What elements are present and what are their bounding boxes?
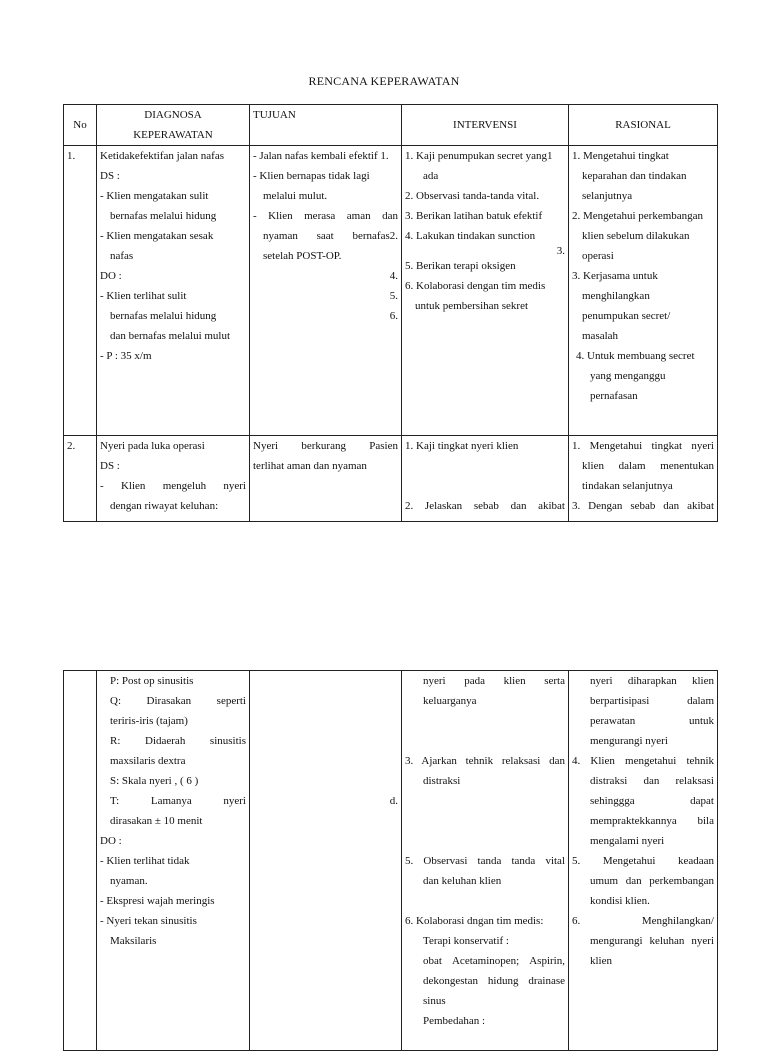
cell-line: - Klien terlihat tidak bbox=[100, 855, 190, 867]
cell-line: T: Lamanya nyeri bbox=[110, 795, 246, 807]
table-row bbox=[64, 436, 718, 522]
cell-line: mengurangi keluhan nyeri bbox=[590, 935, 714, 947]
spacer bbox=[253, 731, 398, 751]
tujuan-cell bbox=[250, 146, 402, 436]
table-row bbox=[64, 146, 718, 436]
cell-line: dirasakan ± 10 menit bbox=[110, 815, 203, 827]
cell-line: nyaman saat bernafas2. bbox=[263, 230, 398, 242]
cell-line: 1. Mengetahui tingkat bbox=[572, 150, 669, 162]
header-diagnosa-line: KEPERAWATAN bbox=[133, 129, 213, 141]
header-diagnosa-line: DIAGNOSA bbox=[144, 109, 202, 121]
cell-line: - P : 35 x/m bbox=[100, 350, 152, 362]
intervensi-cell bbox=[402, 671, 569, 1051]
nursing-care-plan-table-continued bbox=[63, 670, 718, 1051]
spacer bbox=[405, 456, 565, 476]
spacer bbox=[405, 476, 565, 496]
cell-line: 4. Untuk membuang secret bbox=[576, 350, 695, 362]
cell-line: keluarganya bbox=[423, 695, 477, 707]
cell-line: - Nyeri tekan sinusitis bbox=[100, 915, 197, 927]
cell-line: terlihat aman dan nyaman bbox=[253, 460, 367, 472]
cell-line: DS : bbox=[100, 460, 120, 472]
cell-line: nyeri diharapkan klien bbox=[590, 675, 714, 687]
cell-line: - Klien terlihat sulit bbox=[100, 290, 187, 302]
cell-line: untuk pembersihan sekret bbox=[415, 300, 529, 312]
cell-line: penumpukan secret/ bbox=[582, 310, 671, 322]
header-intervensi: INTERVENSI bbox=[402, 105, 569, 146]
spacer bbox=[253, 751, 398, 771]
cell-line: - Klien merasa aman dan bbox=[253, 210, 398, 222]
cell-line: sehinggga dapat bbox=[590, 795, 714, 807]
cell-line: 4. Lakukan tindakan sunction bbox=[405, 230, 536, 242]
spacer bbox=[253, 711, 398, 731]
cell-line: 6. bbox=[389, 310, 398, 322]
cell-line: 3. Dengan sebab dan akibat bbox=[572, 500, 714, 512]
intervensi-cell bbox=[402, 146, 569, 436]
cell-line: operasi bbox=[582, 250, 614, 262]
cell-line: Nyeri berkurang Pasien bbox=[253, 440, 398, 452]
cell-line: distraksi bbox=[423, 775, 461, 787]
spacer bbox=[253, 771, 398, 791]
cell-line: Maksilaris bbox=[110, 935, 157, 947]
page-title: RENCANA KEPERAWATAN bbox=[308, 74, 460, 88]
cell-line: Ketidakefektifan jalan nafas bbox=[100, 150, 224, 162]
cell-line: - Jalan nafas kembali efektif 1. bbox=[253, 150, 389, 162]
cell-line: - Klien mengatakan sulit bbox=[100, 190, 209, 202]
cell-line: bernafas melalui hidung bbox=[110, 210, 217, 222]
cell-line: 2. Observasi tanda-tanda vital. bbox=[405, 190, 540, 202]
cell-line: nyaman. bbox=[110, 875, 148, 887]
cell-line: S: Skala nyeri , ( 6 ) bbox=[110, 775, 199, 787]
cell-line: setelah POST-OP. bbox=[263, 250, 342, 262]
row-number bbox=[64, 671, 97, 1051]
cell-line: masalah bbox=[582, 330, 619, 342]
cell-line: 5. Observasi tanda tanda vital bbox=[405, 855, 565, 867]
diagnosa-cell bbox=[97, 671, 250, 1051]
cell-line: berpartisipasi dalam bbox=[590, 695, 714, 707]
cell-line: 2. Jelaskan sebab dan akibat bbox=[405, 500, 565, 512]
cell-line: 4. Klien mengetahui tehnik bbox=[572, 755, 714, 767]
cell-line: 2. Mengetahui perkembangan bbox=[572, 210, 704, 222]
spacer bbox=[405, 791, 565, 811]
cell-line: mengurangi nyeri bbox=[590, 735, 668, 747]
cell-line: 6. Kolaborasi dengan tim medis bbox=[405, 280, 546, 292]
cell-line: Q: Dirasakan seperti bbox=[110, 695, 246, 707]
cell-line: - Klien mengatakan sesak bbox=[100, 230, 214, 242]
cell-line: 1. Mengetahui tingkat nyeri bbox=[572, 440, 714, 452]
cell-line: DS : bbox=[100, 170, 120, 182]
intervensi-cell bbox=[402, 436, 569, 522]
header-diagnosa bbox=[97, 105, 250, 146]
cell-line: mempraktekkannya bila bbox=[590, 815, 714, 827]
cell-line: maxsilaris dextra bbox=[110, 755, 186, 767]
cell-line: yang menganggu bbox=[590, 370, 666, 382]
cell-line: obat Acetaminopen; Aspirin, bbox=[423, 955, 565, 967]
cell-line: ada bbox=[423, 170, 439, 182]
cell-line: keparahan dan tindakan bbox=[582, 170, 687, 182]
cell-line: R: Didaerah sinusitis bbox=[110, 735, 246, 747]
cell-line: 4. bbox=[389, 270, 398, 282]
cell-line: d. bbox=[389, 795, 398, 807]
cell-line: 3. Ajarkan tehnik relaksasi dan bbox=[405, 755, 565, 767]
cell-line: selanjutnya bbox=[582, 190, 633, 202]
cell-line: DO : bbox=[100, 835, 122, 847]
header-rasional: RASIONAL bbox=[569, 105, 718, 146]
row-number: 1. bbox=[64, 146, 97, 436]
cell-line: - Klien bernapas tidak lagi bbox=[253, 170, 370, 182]
cell-line: P: Post op sinusitis bbox=[110, 675, 194, 687]
cell-line: mengalami nyeri bbox=[590, 835, 665, 847]
tujuan-cell bbox=[250, 436, 402, 522]
cell-line: Terapi konservatif : bbox=[423, 935, 509, 947]
cell-line: - Ekspresi wajah meringis bbox=[100, 895, 215, 907]
table-header-row bbox=[64, 105, 718, 146]
table-row bbox=[64, 671, 718, 1051]
cell-line: perawatan untuk bbox=[590, 715, 714, 727]
cell-line: 1. Kaji tingkat nyeri klien bbox=[405, 440, 519, 452]
spacer bbox=[405, 891, 565, 911]
cell-line: 6. Kolaborasi dngan tim medis: bbox=[405, 915, 544, 927]
spacer bbox=[405, 711, 565, 731]
cell-line: 3. Kerjasama untuk bbox=[572, 270, 658, 282]
cell-line: dan keluhan klien bbox=[423, 875, 502, 887]
cell-line: melalui mulut. bbox=[263, 190, 328, 202]
cell-line: 3. bbox=[556, 245, 565, 257]
cell-line: - Klien mengeluh nyeri bbox=[100, 480, 246, 492]
nursing-care-plan-table bbox=[63, 104, 718, 522]
cell-line: nyeri pada klien serta bbox=[423, 675, 565, 687]
cell-line: 6. Menghilangkan/ bbox=[572, 915, 714, 927]
diagnosa-cell bbox=[97, 146, 250, 436]
cell-line: Pembedahan : bbox=[423, 1015, 486, 1027]
rasional-cell bbox=[569, 436, 718, 522]
cell-line: klien dalam menentukan bbox=[582, 460, 714, 472]
spacer bbox=[253, 671, 398, 691]
cell-line: klien sebelum dilakukan bbox=[582, 230, 690, 242]
cell-line: kondisi klien. bbox=[590, 895, 650, 907]
cell-line: menghilangkan bbox=[582, 290, 650, 302]
cell-line: klien bbox=[590, 955, 612, 967]
cell-line: bernafas melalui hidung bbox=[110, 310, 217, 322]
cell-line: 5. bbox=[389, 290, 398, 302]
diagnosa-cell bbox=[97, 436, 250, 522]
header-no: No bbox=[64, 105, 97, 146]
cell-line: sinus bbox=[423, 995, 446, 1007]
cell-line: pernafasan bbox=[590, 390, 638, 402]
row-number: 2. bbox=[64, 436, 97, 522]
cell-line: dekongestan hidung drainase bbox=[423, 975, 565, 987]
cell-line: nafas bbox=[110, 250, 134, 262]
cell-line: tindakan selanjutnya bbox=[582, 480, 673, 492]
cell-line: teriris-iris (tajam) bbox=[110, 715, 188, 727]
rasional-cell bbox=[569, 146, 718, 436]
spacer bbox=[405, 831, 565, 851]
spacer bbox=[253, 691, 398, 711]
cell-line: dan bernafas melalui mulut bbox=[110, 330, 231, 342]
tujuan-cell bbox=[250, 671, 402, 1051]
cell-line: DO : bbox=[100, 270, 122, 282]
cell-line: dengan riwayat keluhan: bbox=[110, 500, 219, 512]
cell-line: Nyeri pada luka operasi bbox=[100, 440, 205, 452]
header-tujuan: TUJUAN bbox=[250, 105, 402, 146]
cell-line: 5. Berikan terapi oksigen bbox=[405, 260, 516, 272]
spacer bbox=[405, 731, 565, 751]
cell-line: distraksi dan relaksasi bbox=[590, 775, 714, 787]
cell-line: 3. Berikan latihan batuk efektif bbox=[405, 210, 543, 222]
cell-line: 5. Mengetahui keadaan bbox=[572, 855, 714, 867]
cell-line: 1. Kaji penumpukan secret yang1 bbox=[405, 150, 553, 162]
spacer bbox=[405, 811, 565, 831]
rasional-cell bbox=[569, 671, 718, 1051]
cell-line: umum dan perkembangan bbox=[590, 875, 714, 887]
